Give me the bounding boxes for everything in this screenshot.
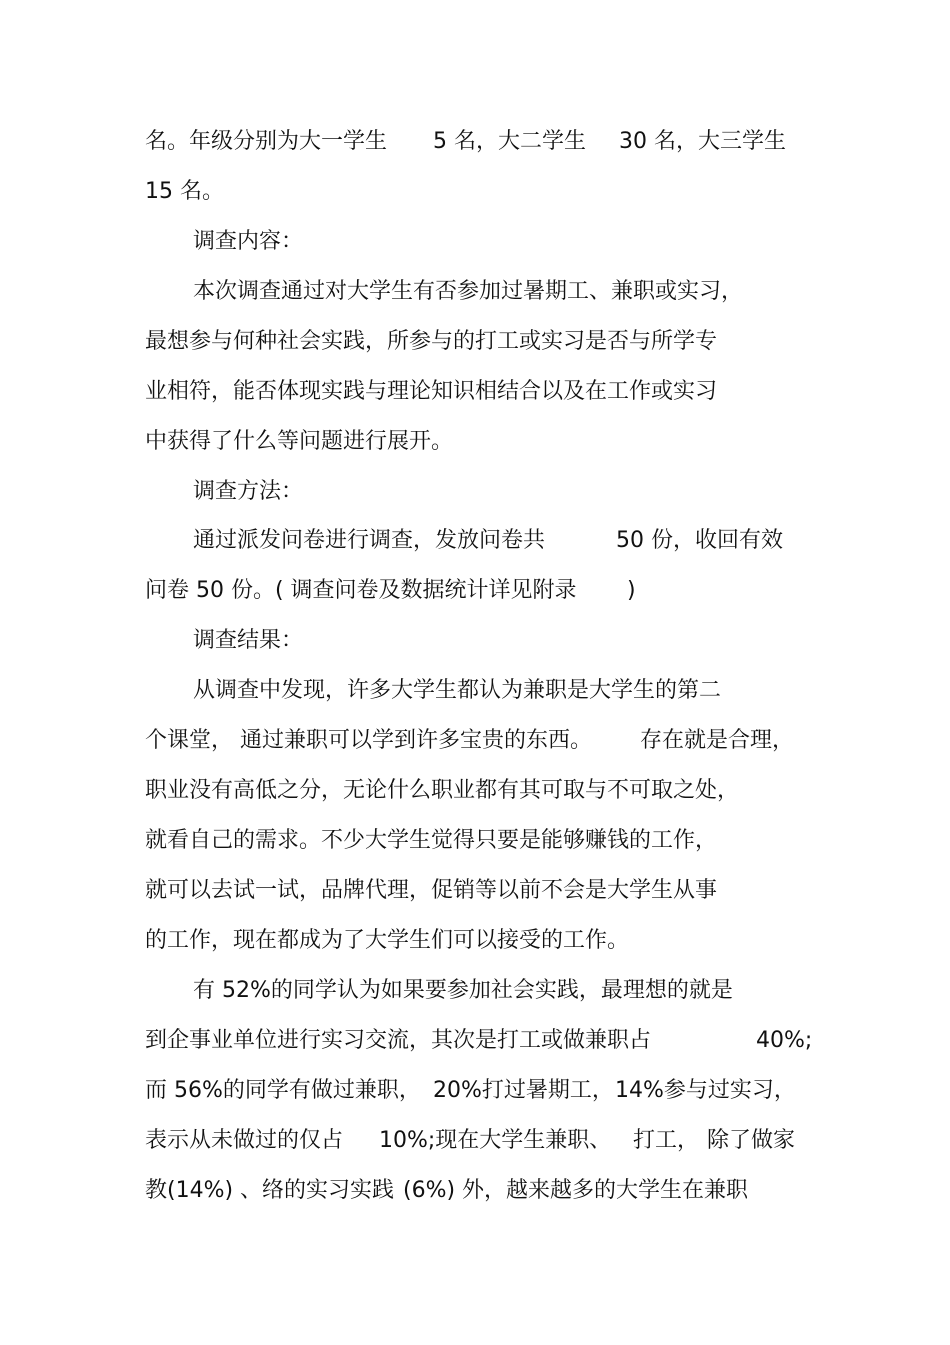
text-segment: 到企事业单位进行实习交流，其次是打工或做兼职占 — [145, 1028, 652, 1053]
section-heading — [0, 624, 950, 658]
text-segment: 5 名，大二学生 — [433, 129, 586, 154]
text-segment: 40%; — [756, 1028, 813, 1053]
text-line — [0, 874, 950, 908]
text-segment: 通过派发问卷进行调查，发放问卷共 — [193, 528, 546, 553]
text-segment: 问卷 50 份。( 调查问卷及数据统计详见附录 — [145, 578, 577, 603]
text-segment: 中获得了什么等问题进行展开。 — [145, 429, 454, 454]
text-segment: 就可以去试一试，品牌代理，促销等以前不会是大学生从事 — [145, 878, 718, 903]
text-segment: 的工作，现在都成为了大学生们可以接受的工作。 — [145, 928, 630, 953]
text-line — [0, 1174, 950, 1208]
text-segment: (6%) 外，越来越多的大学生在兼职 — [403, 1178, 749, 1203]
text-segment: 业相符，能否体现实践与理论知识相结合以及在工作或实习 — [145, 379, 718, 404]
text-line — [0, 1024, 950, 1058]
text-segment: 30 名，大三学生 — [619, 129, 786, 154]
text-segment: 最想参与何种社会实践，所参与的打工或实习是否与所学专 — [145, 329, 718, 354]
text-segment: 10%;现在大学生兼职、 — [379, 1128, 612, 1153]
text-segment: 打工， — [633, 1128, 700, 1153]
text-segment: 个课堂， 通过兼职可以学到许多宝贵的东西。 — [145, 728, 592, 753]
text-line — [0, 524, 950, 558]
text-line — [0, 1124, 950, 1158]
text-line — [0, 125, 950, 159]
text-line — [0, 574, 950, 608]
text-segment: 调查方法： — [193, 479, 304, 504]
text-line — [0, 674, 950, 708]
text-segment: 本次调查通过对大学生有否参加过暑期工、兼职或实习， — [193, 279, 744, 304]
text-segment: 除了做家 — [707, 1128, 796, 1153]
text-segment: ) — [627, 578, 636, 603]
text-segment: 15 名。 — [145, 179, 224, 204]
text-line — [0, 375, 950, 409]
text-line — [0, 774, 950, 808]
text-segment: 表示从未做过的仅占 — [145, 1128, 344, 1153]
text-line — [0, 824, 950, 858]
section-heading — [0, 225, 950, 259]
text-segment: 教(14%) 、络的实习实践 — [145, 1178, 395, 1203]
section-heading — [0, 475, 950, 509]
text-segment: 名。年级分别为大一学生 — [145, 129, 388, 154]
text-segment: 而 56%的同学有做过兼职， — [145, 1078, 421, 1103]
text-segment: 存在就是合理， — [640, 728, 795, 753]
text-line — [0, 974, 950, 1008]
text-line — [0, 175, 950, 209]
text-line — [0, 275, 950, 309]
text-line — [0, 325, 950, 359]
text-segment: 从调查中发现，许多大学生都认为兼职是大学生的第二 — [193, 678, 722, 703]
text-line — [0, 1074, 950, 1108]
text-segment: 有 52%的同学认为如果要参加社会实践，最理想的就是 — [193, 978, 733, 1003]
text-line — [0, 425, 950, 459]
text-line — [0, 724, 950, 758]
text-line — [0, 924, 950, 958]
text-segment: 20%打过暑期工， — [433, 1078, 614, 1103]
text-segment: 就看自己的需求。不少大学生觉得只要是能够赚钱的工作， — [145, 828, 718, 853]
text-segment: 14%参与过实习， — [615, 1078, 796, 1103]
text-segment: 职业没有高低之分，无论什么职业都有其可取与不可取之处， — [145, 778, 740, 803]
text-segment: 调查内容： — [193, 229, 304, 254]
text-segment: 调查结果： — [193, 628, 304, 653]
text-segment: 50 份，收回有效 — [616, 528, 783, 553]
